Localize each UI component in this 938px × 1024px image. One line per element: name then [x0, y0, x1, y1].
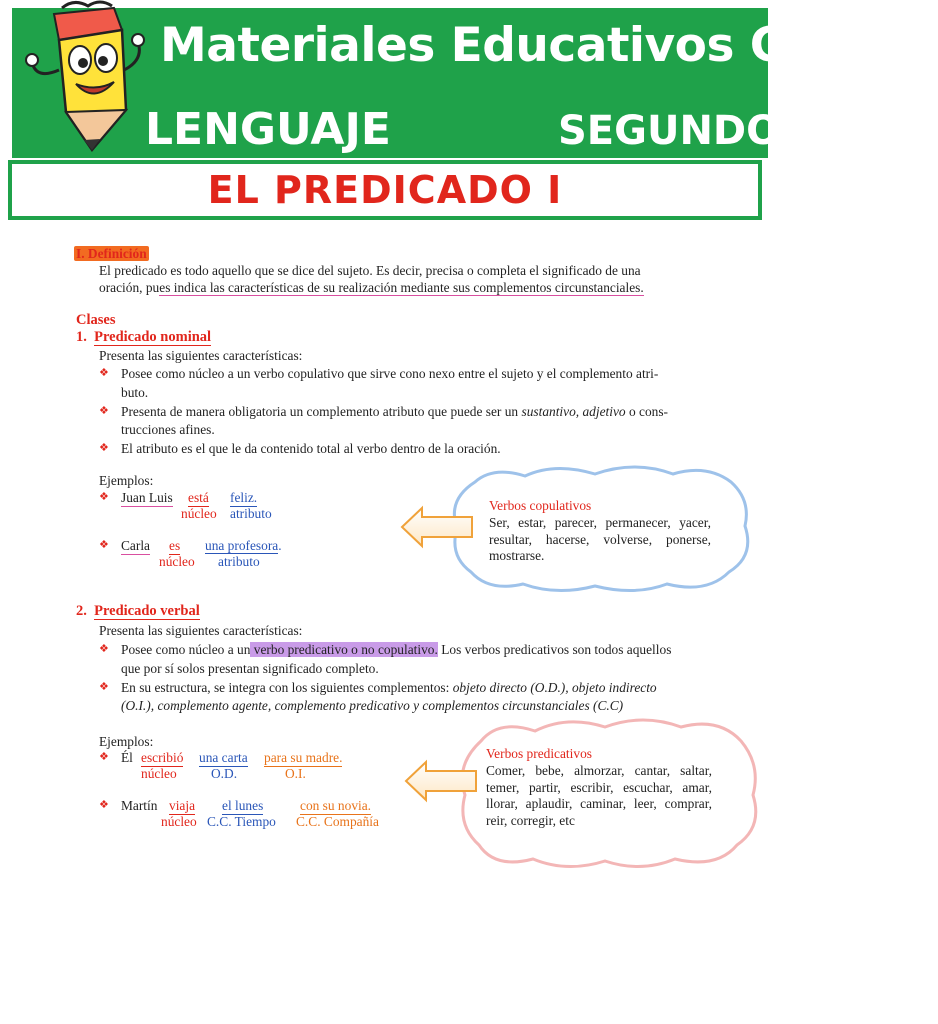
bullet-diamond-icon: ❖ — [99, 643, 109, 655]
nominal-examples-label: Ejemplos: — [99, 473, 154, 488]
verbal-ex2-cc2-label: C.C. Compañía — [296, 814, 379, 829]
header-banner — [0, 0, 938, 158]
nominal-bullet-2-line-1: Presenta de manera obligatoria un complemento atributo que puede ser un sustantivo, adjetivo o cons- — [121, 404, 669, 419]
left-arrow-icon — [404, 760, 478, 802]
verbal-ex1-verb-label: núcleo — [141, 766, 177, 781]
verbal-ex1-oi-label: O.I. — [285, 766, 306, 781]
verbal-bullet-1-line-1: Posee como núcleo a un verbo predicativo o no copulativo. Los verbos predicativos son todos aquellos — [121, 642, 672, 657]
nominal-bullet-1-line-1: Posee como núcleo a un verbo copulativo que sirve cono nexo entre el sujeto y el complemento atri- — [121, 366, 659, 381]
bullet-diamond-icon: ❖ — [99, 491, 109, 503]
verbal-ex2-cc1-label: C.C. Tiempo — [207, 814, 276, 829]
nominal-ex1-attr-label: atributo — [230, 506, 272, 521]
nominal-bullet-2-line-2: trucciones afines. — [121, 422, 215, 437]
clases-heading: Clases — [76, 312, 116, 328]
nominal-ex1-verb-label: núcleo — [181, 506, 217, 521]
definition-line-2: oración, pues indica las características de su realización mediante sus complementos circunstanciales. — [99, 280, 644, 295]
verbal-ex1-od: una carta — [199, 750, 248, 765]
predicativos-text: Comer, bebe, almorzar, cantar, saltar, temer, partir, escribir, escuchar, amar, llorar, aplaudir, caminar, leer, comprar, reir, corregir, etc — [486, 763, 712, 828]
verbal-ex2-subject: Martín — [121, 798, 158, 813]
definition-heading: I. Definición — [76, 246, 147, 261]
verbal-bullet-2-line-1: En su estructura, se integra con los siguientes complementos: objeto directo (O.D.), objeto indirecto — [121, 680, 657, 695]
bullet-diamond-icon: ❖ — [99, 681, 109, 693]
bullet-diamond-icon: ❖ — [99, 539, 109, 551]
verbal-ex2-cc1: el lunes — [222, 798, 264, 813]
verbal-ex1-subject: Él — [121, 750, 133, 765]
verbal-intro: Presenta las siguientes características: — [99, 623, 303, 638]
page-title: EL PREDICADO I — [207, 168, 563, 212]
nominal-ex2-verb: es — [169, 538, 181, 553]
nominal-ex2-attr: una profesora. — [205, 538, 282, 553]
nominal-bullet-3: El atributo es el que le da contenido total al verbo dentro de la oración. — [121, 441, 501, 456]
title-box — [8, 160, 762, 220]
nominal-ex2-attr-label: atributo — [218, 554, 260, 569]
nominal-bullet-1-line-2: buto. — [121, 385, 149, 400]
copulativos-title: Verbos copulativos — [489, 498, 592, 513]
verbal-ex2-verb-label: núcleo — [161, 814, 197, 829]
predicativos-title: Verbos predicativos — [486, 746, 592, 761]
verbal-ex2-cc2: con su novia. — [300, 798, 372, 813]
nominal-ex1-verb: está — [188, 490, 209, 505]
bullet-diamond-icon: ❖ — [99, 751, 109, 763]
nominal-ex2-verb-label: núcleo — [159, 554, 195, 569]
predicado-nominal-heading: 1. Predicado nominal — [76, 329, 212, 345]
nominal-intro: Presenta las siguientes características: — [99, 348, 303, 363]
verbal-ex1-oi: para su madre. — [264, 750, 343, 765]
grade-label: SEGUNDO — [558, 108, 781, 154]
verbal-ex1-verb: escribió — [141, 750, 184, 765]
bullet-diamond-icon: ❖ — [99, 405, 109, 417]
verbal-ex2-verb: viaja — [169, 798, 196, 813]
bullet-diamond-icon: ❖ — [99, 799, 109, 811]
predicado-verbal-heading: 2. Predicado verbal — [76, 603, 200, 619]
nominal-ex1-subject: Juan Luis — [121, 490, 173, 505]
banner-top-line — [130, 0, 768, 8]
nominal-ex2-subject: Carla — [121, 538, 150, 553]
verbal-bullet-1-line-2: que por sí solos presentan significado completo. — [121, 661, 379, 676]
left-arrow-icon — [400, 506, 474, 548]
subject-label: LENGUAJE — [145, 104, 391, 155]
verbal-ex1-od-label: O.D. — [211, 766, 238, 781]
bullet-diamond-icon: ❖ — [99, 367, 109, 379]
copulativos-text: Ser, estar, parecer, permanecer, yacer, resultar, hacerse, volverse, ponerse, mostrarse. — [489, 515, 711, 563]
bullet-diamond-icon: ❖ — [99, 442, 109, 454]
definition-line-1: El predicado es todo aquello que se dice del sujeto. Es decir, precisa o completa el significado de una — [99, 263, 641, 278]
verbal-bullet-2-line-2: (O.I.), complemento agente, complemento predicativo y complementos circunstanciales (C.C) — [121, 698, 624, 713]
nominal-ex1-attr: feliz. — [230, 490, 258, 505]
pencil-mascot-icon — [14, 0, 154, 158]
verbal-examples-label: Ejemplos: — [99, 734, 154, 749]
brand-title: Materiales Educativos GRATIS — [160, 18, 938, 73]
